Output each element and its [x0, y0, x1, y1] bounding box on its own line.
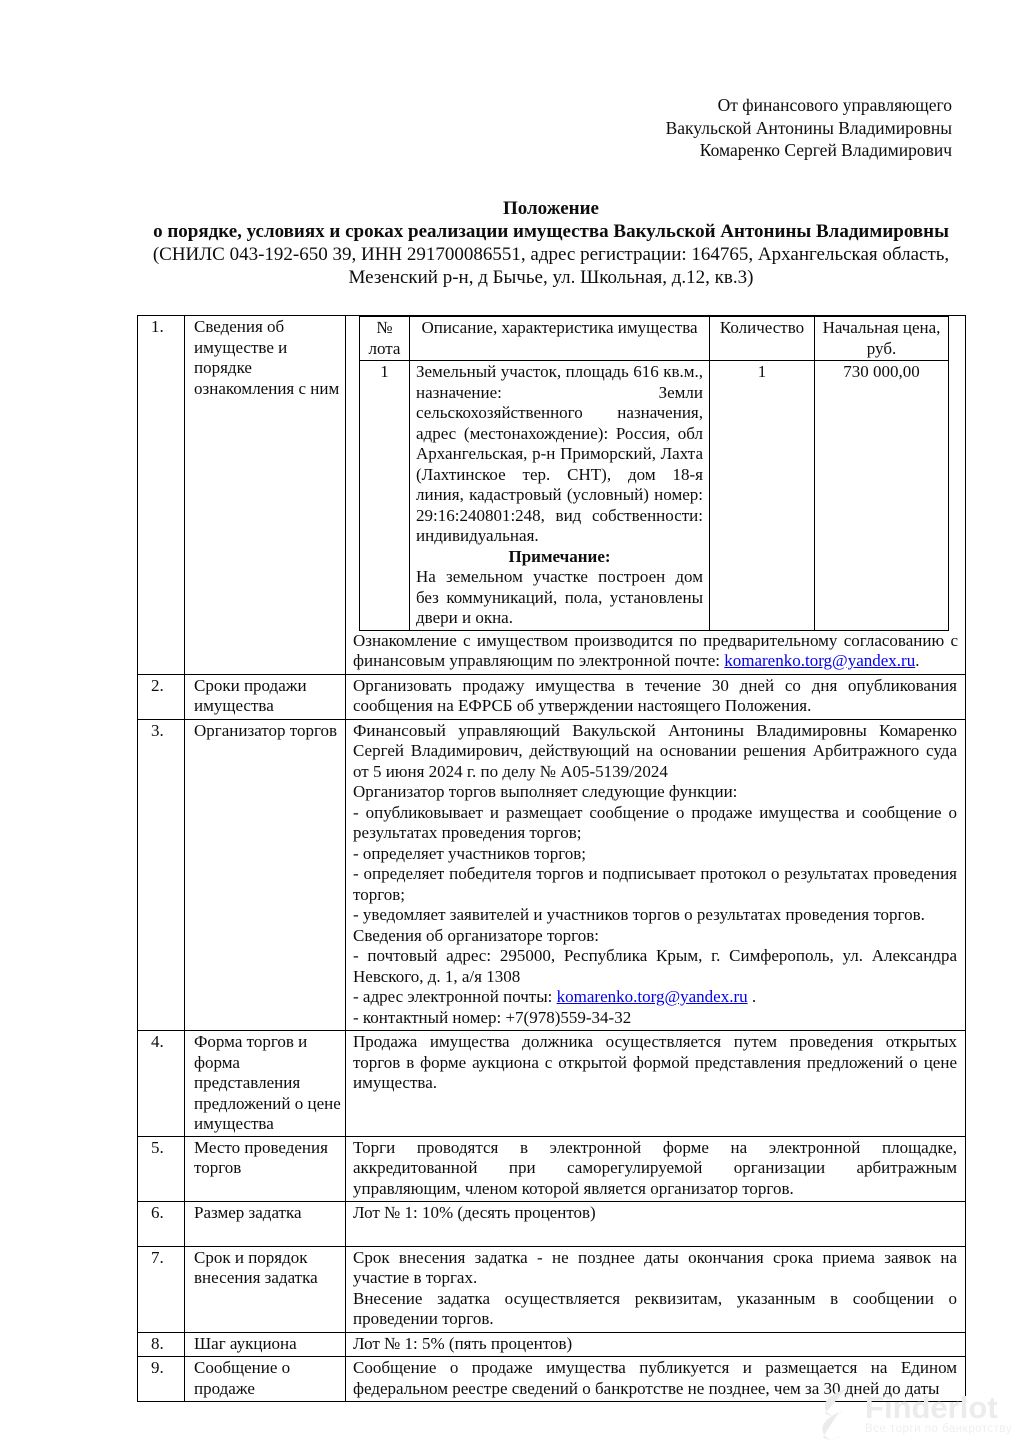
addressee-line: От финансового управляющего — [717, 95, 952, 115]
regulation-table — [137, 315, 966, 1402]
text-line: - почтовый адрес: 295000, Республика Крым, г. Симферополь, ул. Александра Невского, д. 1, а/я 1308 — [353, 946, 957, 986]
email-label: - адрес электронной почты: — [353, 987, 557, 1006]
row-content: Сообщение о продаже имущества публикуется и размещается на Едином федеральном реестре сведений о банкротстве не позднее, чем за 30 дней до даты — [346, 1357, 966, 1402]
row-number: 5. — [138, 1136, 185, 1202]
table-row-1 — [138, 316, 966, 675]
lot-description — [410, 361, 710, 631]
lot-quantity-header: Количество — [710, 317, 815, 361]
row-number: 1. — [138, 316, 185, 675]
text-line: Финансовый управляющий Вакульской Антонины Владимировны Комаренко Сергей Владимирович, действующий на основании решения Арбитражного суда от 5 июня 2024 г. по делу № А05-5139/2024 — [353, 720, 957, 781]
lot-description-header: Описание, характеристика имущества — [410, 317, 710, 361]
page-title-subject: о порядке, условиях и сроках реализации имущества Вакульской Антонины Владимировны — [153, 221, 949, 242]
lots-header-row — [360, 317, 949, 361]
lot-row — [360, 361, 949, 631]
row-content — [346, 719, 966, 1031]
lot-number-header: № лота — [360, 317, 410, 361]
row-number: 3. — [138, 719, 185, 1031]
page-title: Положение — [502, 198, 599, 219]
lot-price-header: Начальная цена, руб. — [815, 317, 949, 361]
watermark-text — [865, 1389, 1012, 1436]
row-number: 2. — [138, 674, 185, 719]
row-label: Форма торгов и форма представления предложений о цене имущества — [185, 1031, 346, 1137]
row-label: Срок и порядок внесения задатка — [185, 1246, 346, 1332]
row-content — [346, 1332, 966, 1357]
lot-description-text: Земельный участок, площадь 616 кв.м., назначение: Земли сельскохозяйственного назначения, адрес (местонахождение): Россия, обл Архангельская, р-н Приморский, Лахта (Лахтинское тер. СНТ), дом 18-я линия, кадастровый (условный) номер: 29:16:240801:248, вид собственности: индивидуальная. — [416, 362, 703, 545]
row-number: 4. — [138, 1031, 185, 1137]
text-line: Срок внесения задатка - не позднее даты окончания срока приема заявок на участие в торгах. — [353, 1247, 957, 1287]
row-content: Торги проводятся в электронной форме на электронной площадке, аккредитованной при саморегулируемой организации арбитражным управляющим, членом которой является организатор торгов. — [346, 1136, 966, 1202]
lot-note-text: На земельном участке построен дом без коммуникаций, пола, установлены двери и окна. — [416, 567, 703, 627]
table-row-4 — [138, 1031, 966, 1137]
text-line: Сведения об организаторе торгов: — [353, 925, 599, 945]
lot-quantity: 1 — [710, 361, 815, 631]
finderlot-logo-icon — [813, 1386, 857, 1442]
table-row-6 — [138, 1202, 966, 1247]
lot-price: 730 000,00 — [815, 361, 949, 631]
lot-number: 1 — [360, 361, 410, 631]
familiarization-text-end: . — [915, 651, 920, 670]
organizer-phone-line: - контактный номер: +7(978)559-34-32 — [353, 1007, 632, 1027]
watermark-brand: Finderlot — [865, 1389, 998, 1425]
debtor-details: (СНИЛС 043-192-650 39, ИНН 291700086551, адрес регистрации: 164765, Архангельская область, Мезенский р-н, д Бычье, ул. Школьная, д.12, кв.3) — [152, 244, 950, 288]
row-number: 6. — [138, 1202, 185, 1247]
lots-table — [359, 316, 949, 631]
row-content: Продажа имущества должника осуществляется путем проведения открытых торгов в форме аукциона с открытой формой представления предложений о цене имущества. — [346, 1031, 966, 1137]
deposit-size-text: Лот № 1: 10% (десять процентов) — [353, 1203, 596, 1222]
row-number: 7. — [138, 1246, 185, 1332]
empty-line — [353, 1224, 957, 1244]
familiarization-text: Ознакомление с имуществом производится по предварительному согласованию с финансовым управляющим по электронной почте: — [353, 630, 958, 670]
finderlot-watermark — [813, 1386, 1012, 1442]
row-label: Сведения об имуществе и порядке ознакомления с ним — [185, 316, 346, 675]
auction-step-text: Лот № 1: 5% (пять процентов) — [353, 1333, 573, 1353]
text-line: - опубликовывает и размещает сообщение о продаже имущества и сообщение о результатах проведения торгов; — [353, 802, 957, 842]
row-content — [346, 1246, 966, 1332]
document-title-block — [117, 197, 985, 289]
row-content — [346, 1202, 966, 1247]
email-link[interactable]: komarenko.torg@yandex.ru — [724, 651, 916, 670]
row-label: Размер задатка — [185, 1202, 346, 1247]
row-content — [346, 316, 966, 675]
row-label: Сообщение о продаже — [185, 1357, 346, 1402]
row-label: Организатор торгов — [185, 719, 346, 1031]
table-row-2 — [138, 674, 966, 719]
row-label: Место проведения торгов — [185, 1136, 346, 1202]
table-row-7 — [138, 1246, 966, 1332]
lot-note-label: Примечание: — [508, 546, 611, 566]
table-row-8 — [138, 1332, 966, 1357]
email-link[interactable]: komarenko.torg@yandex.ru — [556, 987, 748, 1006]
watermark-tagline: Все торги по банкротству — [865, 1422, 1012, 1435]
addressee-block — [666, 94, 952, 162]
email-line-end: . — [747, 987, 757, 1006]
organizer-email-line — [353, 987, 957, 1008]
addressee-line: Комаренко Сергей Владимирович — [699, 140, 952, 160]
row-label: Сроки продажи имущества — [185, 674, 346, 719]
row-number: 9. — [138, 1357, 185, 1402]
row-label: Шаг аукциона — [185, 1332, 346, 1357]
text-line: - определяет участников торгов; — [353, 843, 586, 863]
row-content: Организовать продажу имущества в течение 30 дней со дня опубликования сообщения на ЕФРСБ об утверждении настоящего Положения. — [346, 674, 966, 719]
text-line: - уведомляет заявителей и участников торгов о результатах проведения торгов. — [353, 905, 925, 924]
table-row-3 — [138, 719, 966, 1031]
row-number: 8. — [138, 1332, 185, 1357]
table-row-5 — [138, 1136, 966, 1202]
familiarization-note — [346, 631, 965, 674]
text-line: - определяет победителя торгов и подписывает протокол о результатах проведения торгов; — [353, 864, 957, 904]
addressee-line: Вакульской Антонины Владимировны — [665, 117, 952, 138]
text-line: Внесение задатка осуществляется реквизитам, указанным в сообщении о проведении торгов. — [353, 1288, 957, 1328]
text-line: Организатор торгов выполняет следующие функции: — [353, 782, 738, 801]
